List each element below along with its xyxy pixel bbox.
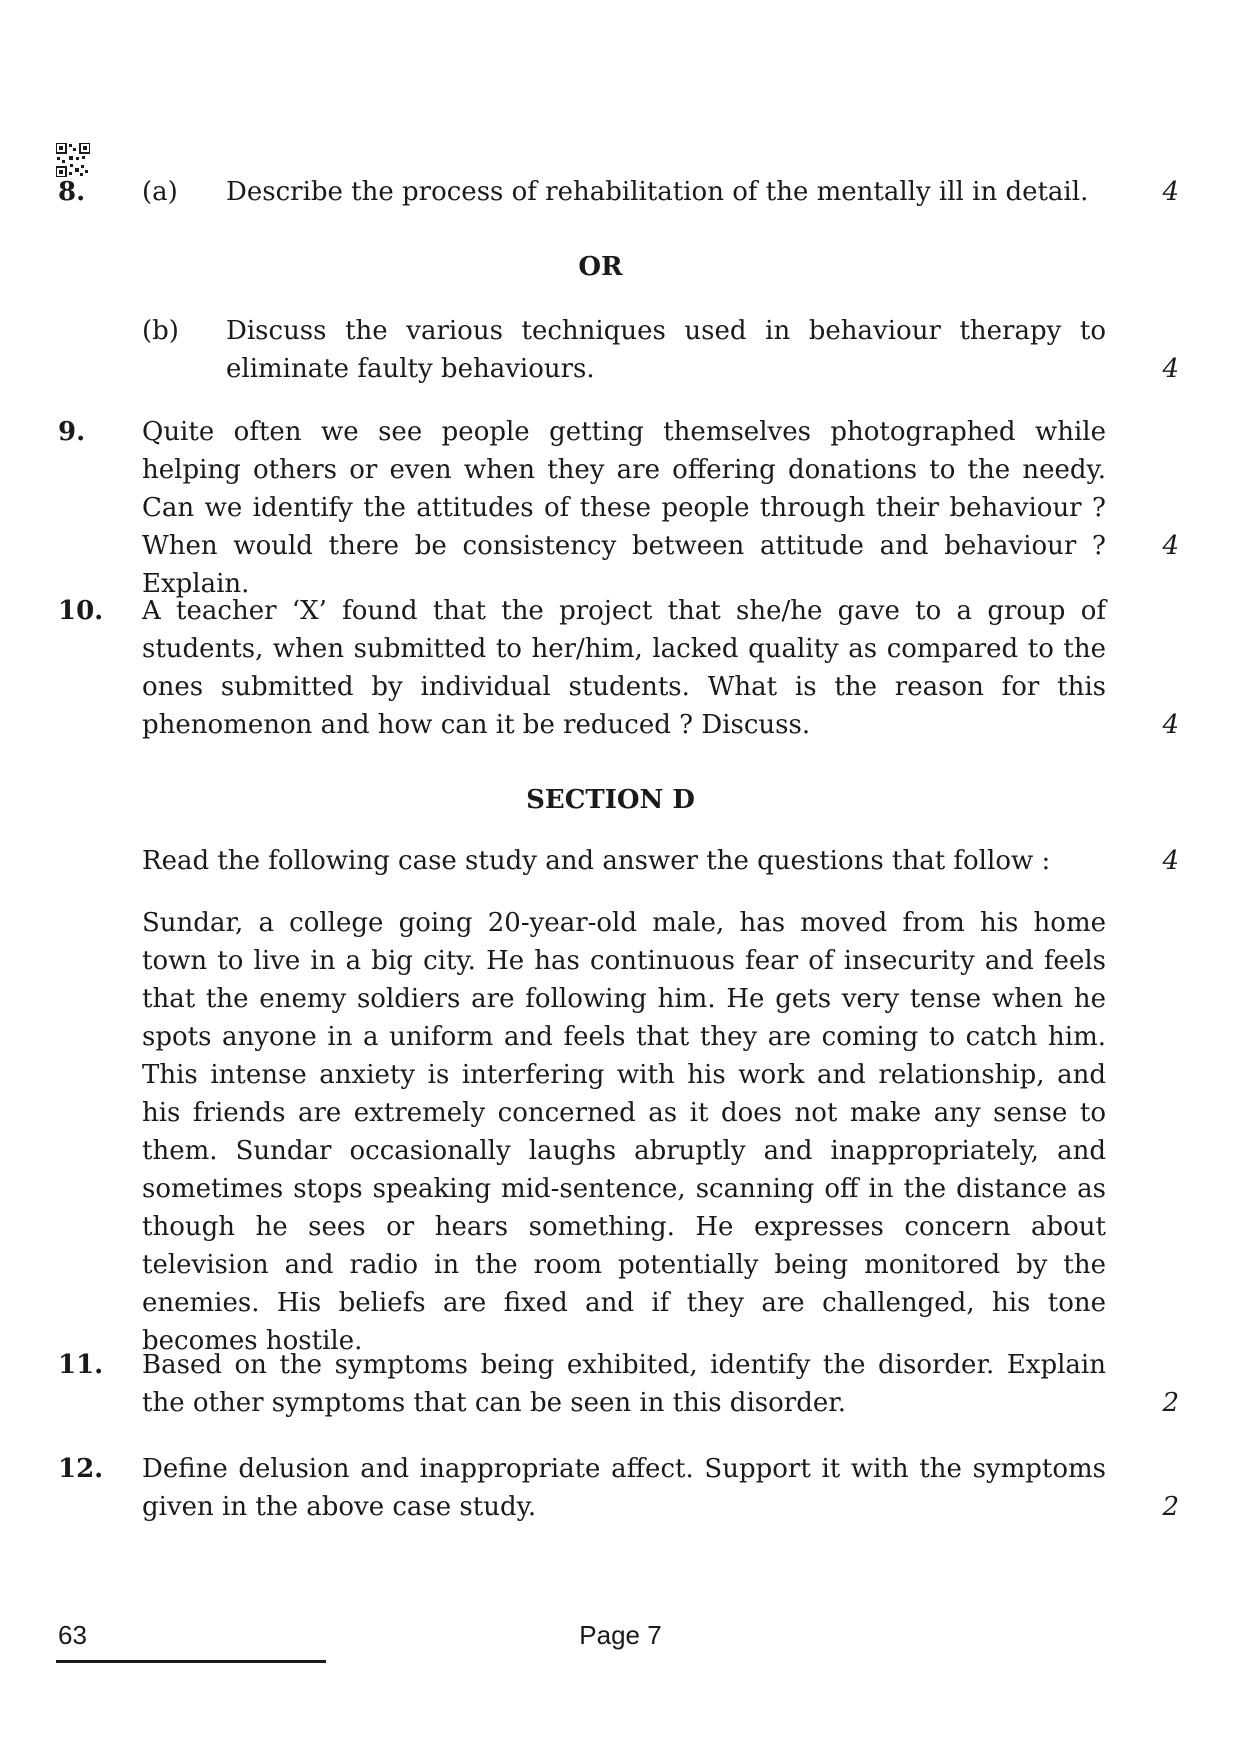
question-11-text: Based on the symptoms being exhibited, identify the disorder. Explain the other symptoms that can be seen in this disorder. <box>142 1350 1106 1418</box>
question-number-10: 10. <box>58 596 104 626</box>
question-12-text: Define delusion and inappropriate affect. Support it with the symptoms given in the above case study. <box>142 1454 1106 1522</box>
footer-rule <box>56 1660 326 1663</box>
qr-code-icon <box>56 143 90 177</box>
question-8a-marks: 4 <box>1162 177 1179 207</box>
question-9-text: Quite often we see people getting themselves photographed while helping others or even when they are offering donations to the needy. Can we identify the attitudes of these people through their behaviour ? When would there be consistency between attitude and behaviour ? Explain. <box>142 417 1106 599</box>
or-separator: OR <box>578 252 623 282</box>
question-number-8: 8. <box>58 177 86 207</box>
question-8a-text: Describe the process of rehabilitation of the mentally ill in detail. <box>226 177 1089 207</box>
question-8b-marks: 4 <box>1162 354 1179 384</box>
paper-code: 63 <box>58 1620 87 1650</box>
page-number: Page 7 <box>579 1620 662 1650</box>
option-b-label: (b) <box>142 316 179 346</box>
question-9-marks: 4 <box>1162 531 1179 561</box>
question-10-marks: 4 <box>1162 710 1179 740</box>
question-number-11: 11. <box>58 1350 104 1380</box>
question-8b-text: Discuss the various techniques used in behaviour therapy to eliminate faulty behaviours. <box>226 316 1106 384</box>
case-study-passage: Sundar, a college going 20-year-old male, has moved from his home town to live in a big city. He has continuous fear of insecurity and feels that the enemy soldiers are following him. He gets very tense when he spots anyone in a uniform and feels that they are coming to catch him. This intense anxiety is interfering with his work and relationship, and his friends are extremely concerned as it does not make any sense to them. Sundar occasionally laughs abruptly and inappropriately, and sometimes stops speaking mid-sentence, scanning off in the distance as though he sees or hears something. He expresses concern about television and radio in the room potentially being monitored by the enemies. His beliefs are fixed and if they are challenged, his tone becomes hostile. <box>142 908 1106 1356</box>
option-a-label: (a) <box>142 177 178 207</box>
case-study-instruction: Read the following case study and answer the questions that follow : <box>142 846 1051 876</box>
case-study-marks: 4 <box>1162 846 1179 876</box>
question-number-9: 9. <box>58 417 86 447</box>
question-10-text: A teacher ‘X’ found that the project that she/he gave to a group of students, when submitted to her/him, lacked quality as compared to the ones submitted by individual students. What is the reason for this phenomenon and how can it be reduced ? Discuss. <box>142 596 1106 740</box>
section-d-heading: SECTION D <box>526 785 695 815</box>
question-11-marks: 2 <box>1162 1388 1179 1418</box>
question-12-marks: 2 <box>1162 1492 1179 1522</box>
question-number-12: 12. <box>58 1454 104 1484</box>
